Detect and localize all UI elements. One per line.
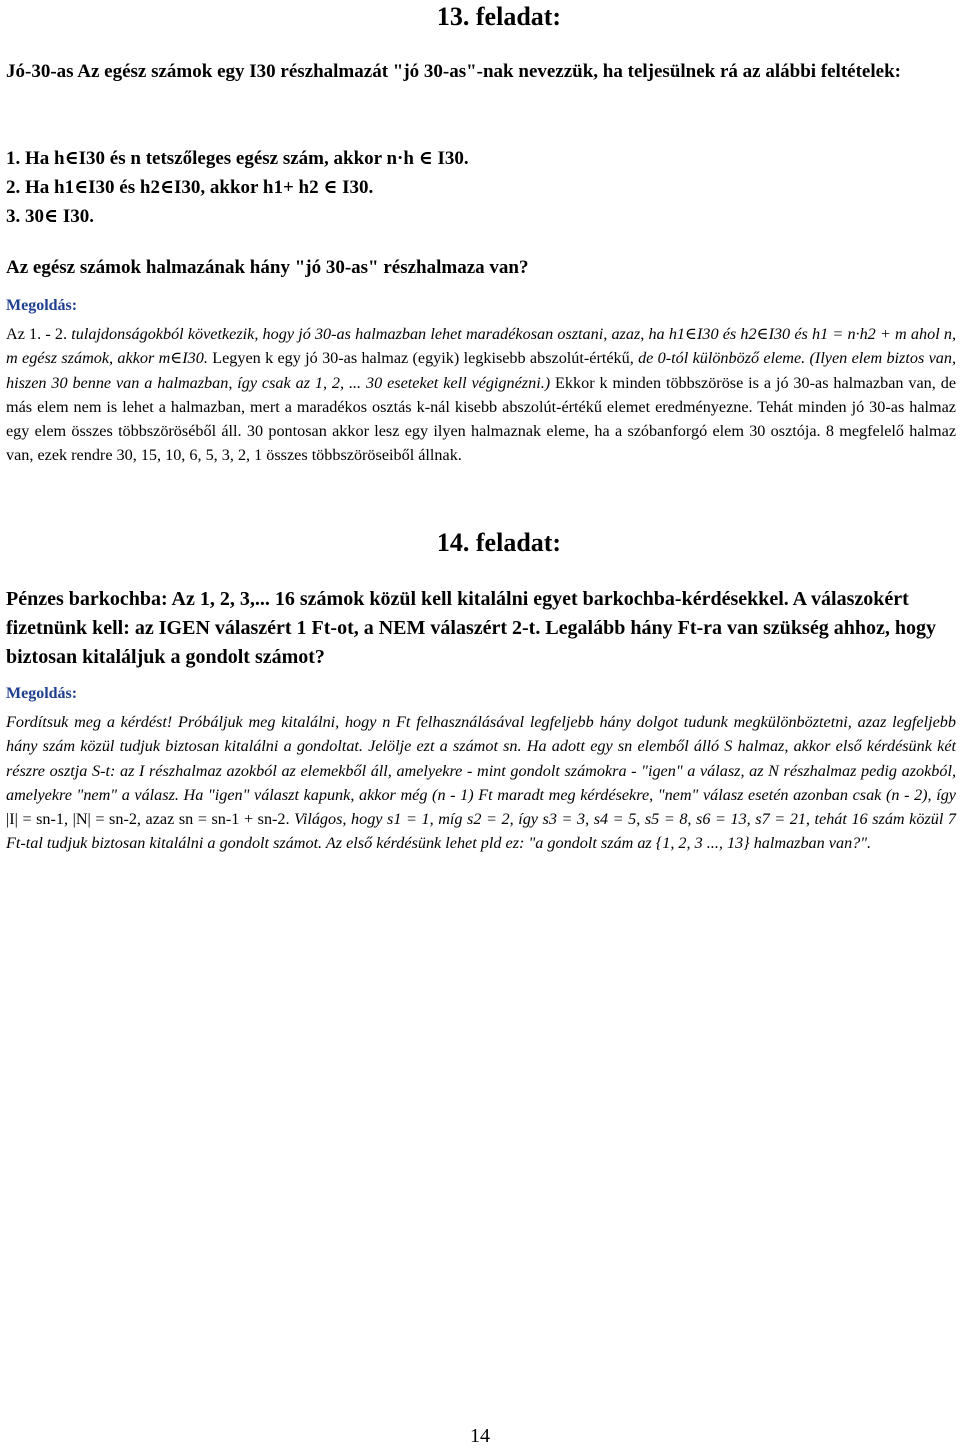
solution-13-part-2: tulajdonságokból következik, hogy jó 30-as halmazban lehet maradékosan osztani, azaz, ha h1∈I30 és h2∈I30 és h1 = n·h2 + m ahol n, m egész számok, akkor m∈I30. (6, 325, 957, 368)
task-13-solution-label: Megoldás: (6, 297, 78, 314)
task-13-solution (6, 322, 956, 468)
task-13-conditions (6, 144, 956, 231)
task-13-intro: Jó-30-as Az egész számok egy I30 részhalmazát "jó 30-as"-nak nevezzük, ha teljesülnek rá az alábbi feltételek: (6, 61, 901, 82)
solution-13-part-5: Ekkor k minden többszöröse is a jó 30-as halmazban van, de más elem nem is lehet a halmazban, mert a maradékos osztás k-nál kisebb abszolút-értékű elemet eredményezne. Tehát minden jó 30-as halmaz egy elem összes többszöröséből áll. 30 pontosan akkor lesz egy ilyen halmaznak eleme, ha a szóbanforgó elem 30 osztója. 8 megfelelő halmaz van, ezek rendre 30, 15, 10, 6, 5, 3, 2, 1 összes többszöröseiből állnak. (6, 373, 956, 465)
condition-2: 2. Ha h1∈I30 és h2∈I30, akkor h1+ h2 ∈ I30. (6, 177, 374, 198)
task-13-question: Az egész számok halmazának hány "jó 30-as" részhalmaza van? (6, 257, 529, 278)
solution-14-part-1: Fordítsuk meg a kérdést! Próbáljuk meg kitalálni, hogy n Ft felhasználásával legfeljebb hány dolgot tudunk megkülönböztetni, azaz legfeljebb hány szám közül tudjuk biztosan kitalálni a gondoltat. Jelölje ezt a számot sn. Ha adott egy sn elemből álló S halmaz, akkor első kérdésünk két részre osztja S-t: az I részhalmaz azokból az elemekből áll, amelyekre - mint gondolt számokra - "igen" a válasz, az N részhalmaz pedig azokból, amelyekre "nem" a válasz. Ha "igen" választ kapunk, akkor még (n - 1) Ft maradt meg kérdésekre, "nem" válasz esetén azonban csak (n - 2), így (6, 713, 956, 804)
solution-14-part-2: |I| = sn-1, |N| = sn-2, azaz sn = sn-1 + sn-2. (6, 810, 290, 829)
task-14-solution-label: Megoldás: (6, 685, 78, 702)
solution-13-part-3: Legyen k egy jó 30-as halmaz (egyik) legkisebb abszolút-értékű, (207, 349, 639, 368)
condition-3: 3. 30∈ I30. (6, 206, 94, 227)
task-14-solution (6, 710, 956, 856)
task-13-title: 13. feladat: (436, 2, 562, 31)
page-number: 14 (470, 1425, 490, 1447)
solution-13-part-4: de 0-tól különböző eleme. (Ilyen elem biztos van, hiszen 30 benne van a halmazban, így csak az 1, 2, ... 30 eseteket kell végignézni.) (6, 349, 956, 392)
solution-13-part-1: Az 1. - 2. (6, 325, 72, 343)
task-14-problem: Pénzes barkochba: Az 1, 2, 3,... 16 számok közül kell kitalálni egyet barkochba-kérdésekkel. A válaszokért fizetnünk kell: az IGEN válaszért 1 Ft-ot, a NEM válaszért 2-t. Legalább hány Ft-ra van szükség ahhoz, hogy biztosan kitaláljuk a gondolt számot? (6, 588, 936, 668)
condition-1: 1. Ha h∈I30 és n tetszőleges egész szám, akkor n·h ∈ I30. (6, 148, 469, 169)
solution-14-part-3: Világos, hogy s1 = 1, míg s2 = 2, így s3 = 3, s4 = 5, s5 = 8, s6 = 13, s7 = 21, tehát 16 szám közül 7 Ft-tal tudjuk biztosan kitalálni a gondolt számot. Az első kérdésünk lehet pld ez: "a gondolt szám az {1, 2, 3 ..., 13} halmazban van?". (6, 810, 956, 853)
task-14-title: 14. feladat: (436, 528, 562, 557)
